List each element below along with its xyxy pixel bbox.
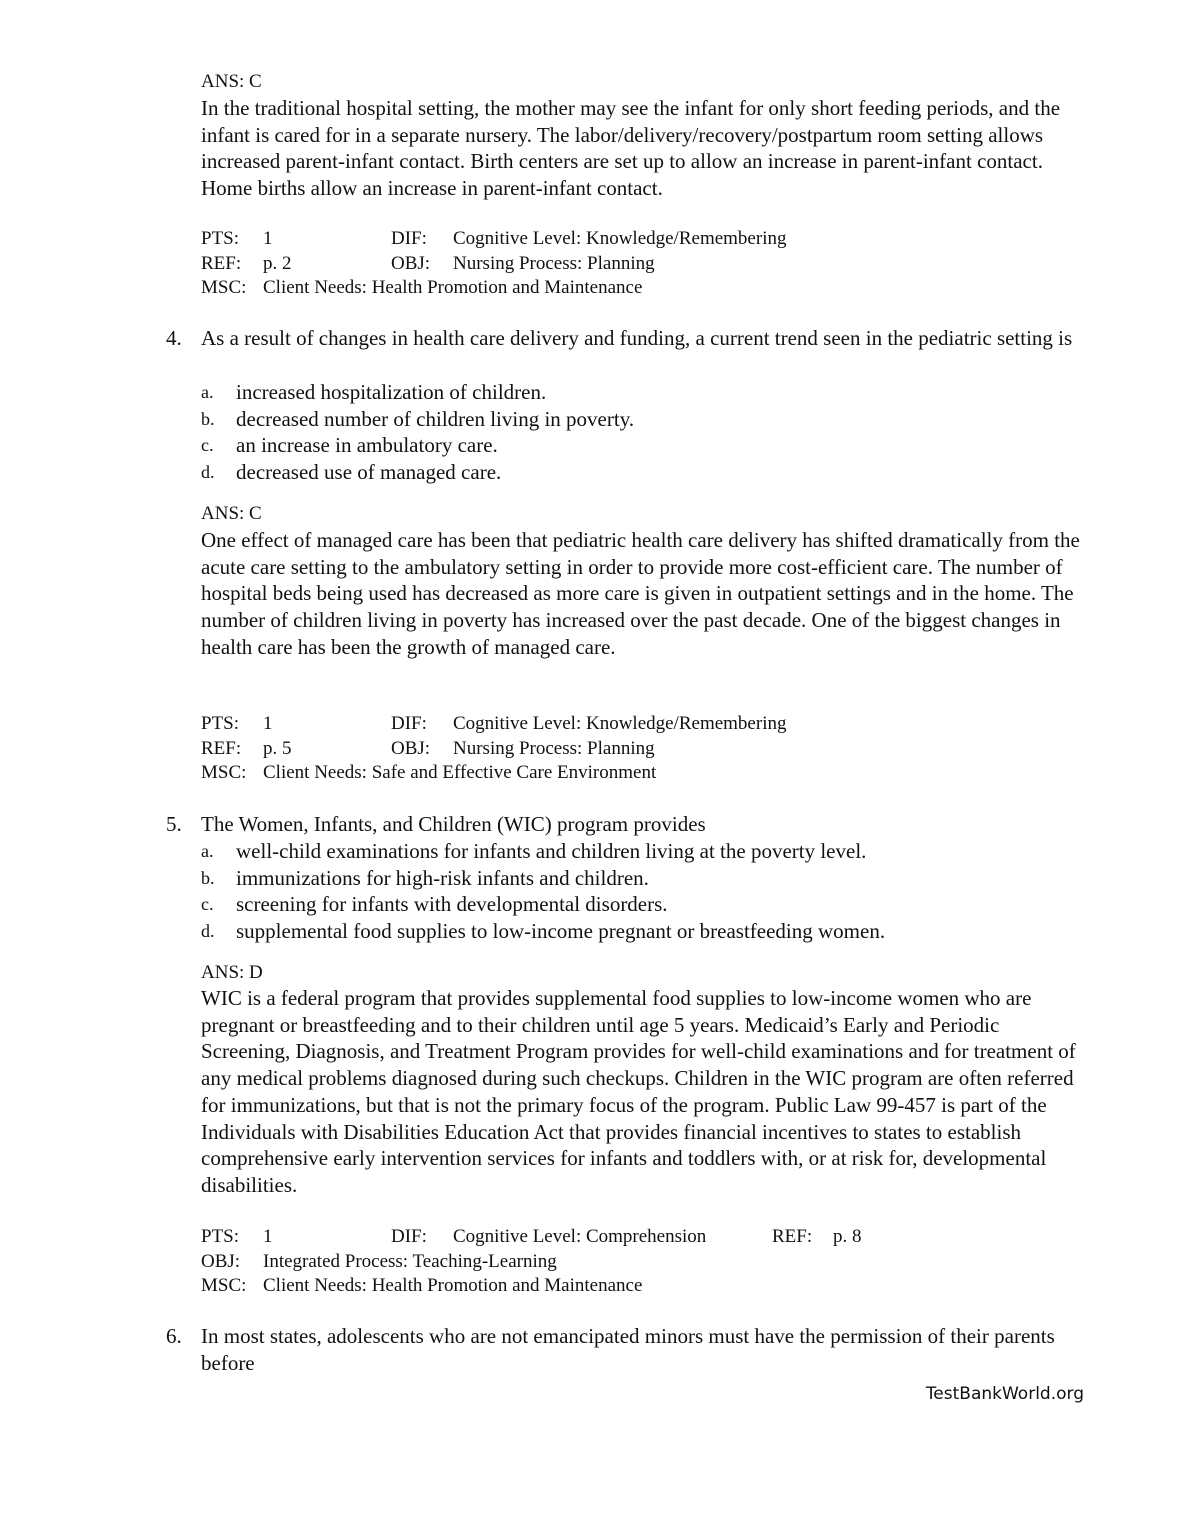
obj-value: Nursing Process: Planning	[453, 737, 655, 759]
msc-label: MSC:	[201, 762, 247, 783]
option-letter: c.	[201, 894, 214, 915]
option-a	[201, 379, 1091, 406]
metadata-row	[201, 1274, 1091, 1299]
ref-label: REF:	[772, 1226, 813, 1247]
question-metadata	[201, 1225, 1091, 1299]
msc-value: Client Needs: Safe and Effective Care Environment	[263, 762, 657, 783]
ref-label: REF:	[201, 737, 242, 759]
question-6	[166, 1323, 1091, 1376]
option-a	[201, 838, 1091, 865]
metadata-row	[201, 1250, 1091, 1275]
question-number: 4.	[166, 326, 182, 350]
obj-label: OBJ:	[391, 737, 431, 759]
answer-rationale: In the traditional hospital setting, the mother may see the infant for only short feeding periods, and the infant is cared for in a separate nursery. The labor/delivery/recovery/postpartum room setting allows increased parent-infant contact. Birth centers are set up to allow an increase in parent-infant contact. Home births allow an increase in parent-infant contact.	[201, 96, 1061, 201]
option-text: well-child examinations for infants and children living at the poverty level.	[236, 839, 867, 863]
pts-label: PTS:	[201, 713, 240, 734]
option-letter: d.	[201, 462, 215, 483]
question-stem: As a result of changes in health care delivery and funding, a current trend seen in the pediatric setting is	[201, 326, 1073, 350]
msc-value: Client Needs: Health Promotion and Maintenance	[263, 277, 643, 298]
option-letter: b.	[201, 408, 215, 429]
obj-value: Nursing Process: Planning	[453, 252, 655, 274]
option-b	[201, 865, 1091, 892]
metadata-row	[201, 737, 1091, 762]
question-metadata	[201, 712, 1091, 786]
pts-value: 1	[263, 228, 273, 249]
metadata-row	[201, 252, 1091, 277]
option-letter: c.	[201, 435, 214, 456]
answer-rationale: One effect of managed care has been that pediatric health care delivery has shifted dramatically from the acute care setting to the ambulatory setting in order to provide more cost-efficient care. The number of hospital beds being used has decreased as more care is given in outpatient settings and in the home. The number of children living in poverty has increased over the past decade. One of the biggest changes in health care has been the growth of managed care.	[201, 528, 1080, 659]
answer-rationale: WIC is a federal program that provides supplemental food supplies to low-income women who are pregnant or breastfeeding and to their children until age 5 years. Medicaid’s Early and Periodic Screening, Diagnosis, and Treatment Program provides for well-child examinations and for treatment of any medical problems diagnosed during such checkups. Children in the WIC program are often referred for immunizations, but that is not the primary focus of the program. Public Law 99-457 is part of the Individuals with Disabilities Education Act that provides financial incentives to states to establish comprehensive early intervention services for infants and toddlers with, or at risk for, developmental disabilities.	[201, 986, 1076, 1197]
question-stem: The Women, Infants, and Children (WIC) program provides	[201, 812, 706, 836]
ref-value: p. 8	[833, 1226, 862, 1247]
option-text: screening for infants with developmental disorders.	[236, 892, 668, 917]
option-text: increased hospitalization of children.	[236, 380, 547, 404]
option-c	[201, 891, 1091, 918]
pts-label: PTS:	[201, 228, 240, 249]
option-c	[201, 432, 1091, 459]
answer-key: ANS: C	[201, 71, 262, 92]
pts-label: PTS:	[201, 1226, 240, 1247]
answer-options	[201, 838, 1091, 945]
msc-label: MSC:	[201, 277, 247, 298]
answer-key: ANS: D	[201, 962, 263, 983]
dif-value: Cognitive Level: Knowledge/Remembering	[453, 228, 787, 249]
metadata-row	[201, 276, 1091, 301]
option-letter: b.	[201, 867, 215, 888]
ref-label: REF:	[201, 252, 242, 274]
question-number: 5.	[166, 812, 182, 836]
answer-key: ANS: C	[201, 503, 262, 524]
dif-label: DIF:	[391, 228, 427, 249]
dif-label: DIF:	[391, 713, 427, 734]
ref-value: p. 5	[263, 737, 292, 759]
option-text: decreased number of children living in poverty.	[236, 406, 635, 431]
option-text: supplemental food supplies to low-income pregnant or breastfeeding women.	[236, 919, 886, 944]
pts-value: 1	[263, 713, 273, 734]
option-d	[201, 918, 1091, 945]
footer-watermark: TestBankWorld.org	[925, 1384, 1084, 1404]
msc-label: MSC:	[201, 1275, 247, 1296]
option-text: an increase in ambulatory care.	[236, 433, 498, 458]
option-text: immunizations for high-risk infants and children.	[236, 865, 649, 890]
option-d	[201, 459, 1091, 486]
option-b	[201, 406, 1091, 433]
msc-value: Client Needs: Health Promotion and Maintenance	[263, 1275, 643, 1296]
option-letter: a.	[201, 382, 214, 402]
question-5	[166, 811, 1091, 838]
option-letter: a.	[201, 841, 214, 861]
question-stem: In most states, adolescents who are not emancipated minors must have the permission of their parents before	[201, 1324, 1055, 1375]
option-text: decreased use of managed care.	[236, 460, 502, 485]
ref-value: p. 2	[263, 252, 292, 274]
option-letter: d.	[201, 921, 215, 942]
question-number: 6.	[166, 1324, 182, 1348]
obj-label: OBJ:	[201, 1250, 241, 1272]
question-4	[166, 325, 1091, 352]
question-metadata	[201, 227, 1091, 301]
answer-options	[201, 379, 1091, 486]
metadata-row	[201, 227, 1091, 252]
pts-value: 1	[263, 1226, 273, 1247]
metadata-row	[201, 761, 1091, 786]
obj-value: Integrated Process: Teaching-Learning	[263, 1250, 557, 1272]
dif-label: DIF:	[391, 1226, 427, 1247]
metadata-row	[201, 1225, 1091, 1250]
dif-value: Cognitive Level: Knowledge/Remembering	[453, 713, 787, 734]
obj-label: OBJ:	[391, 252, 431, 274]
dif-value: Cognitive Level: Comprehension	[453, 1226, 707, 1247]
metadata-row	[201, 712, 1091, 737]
